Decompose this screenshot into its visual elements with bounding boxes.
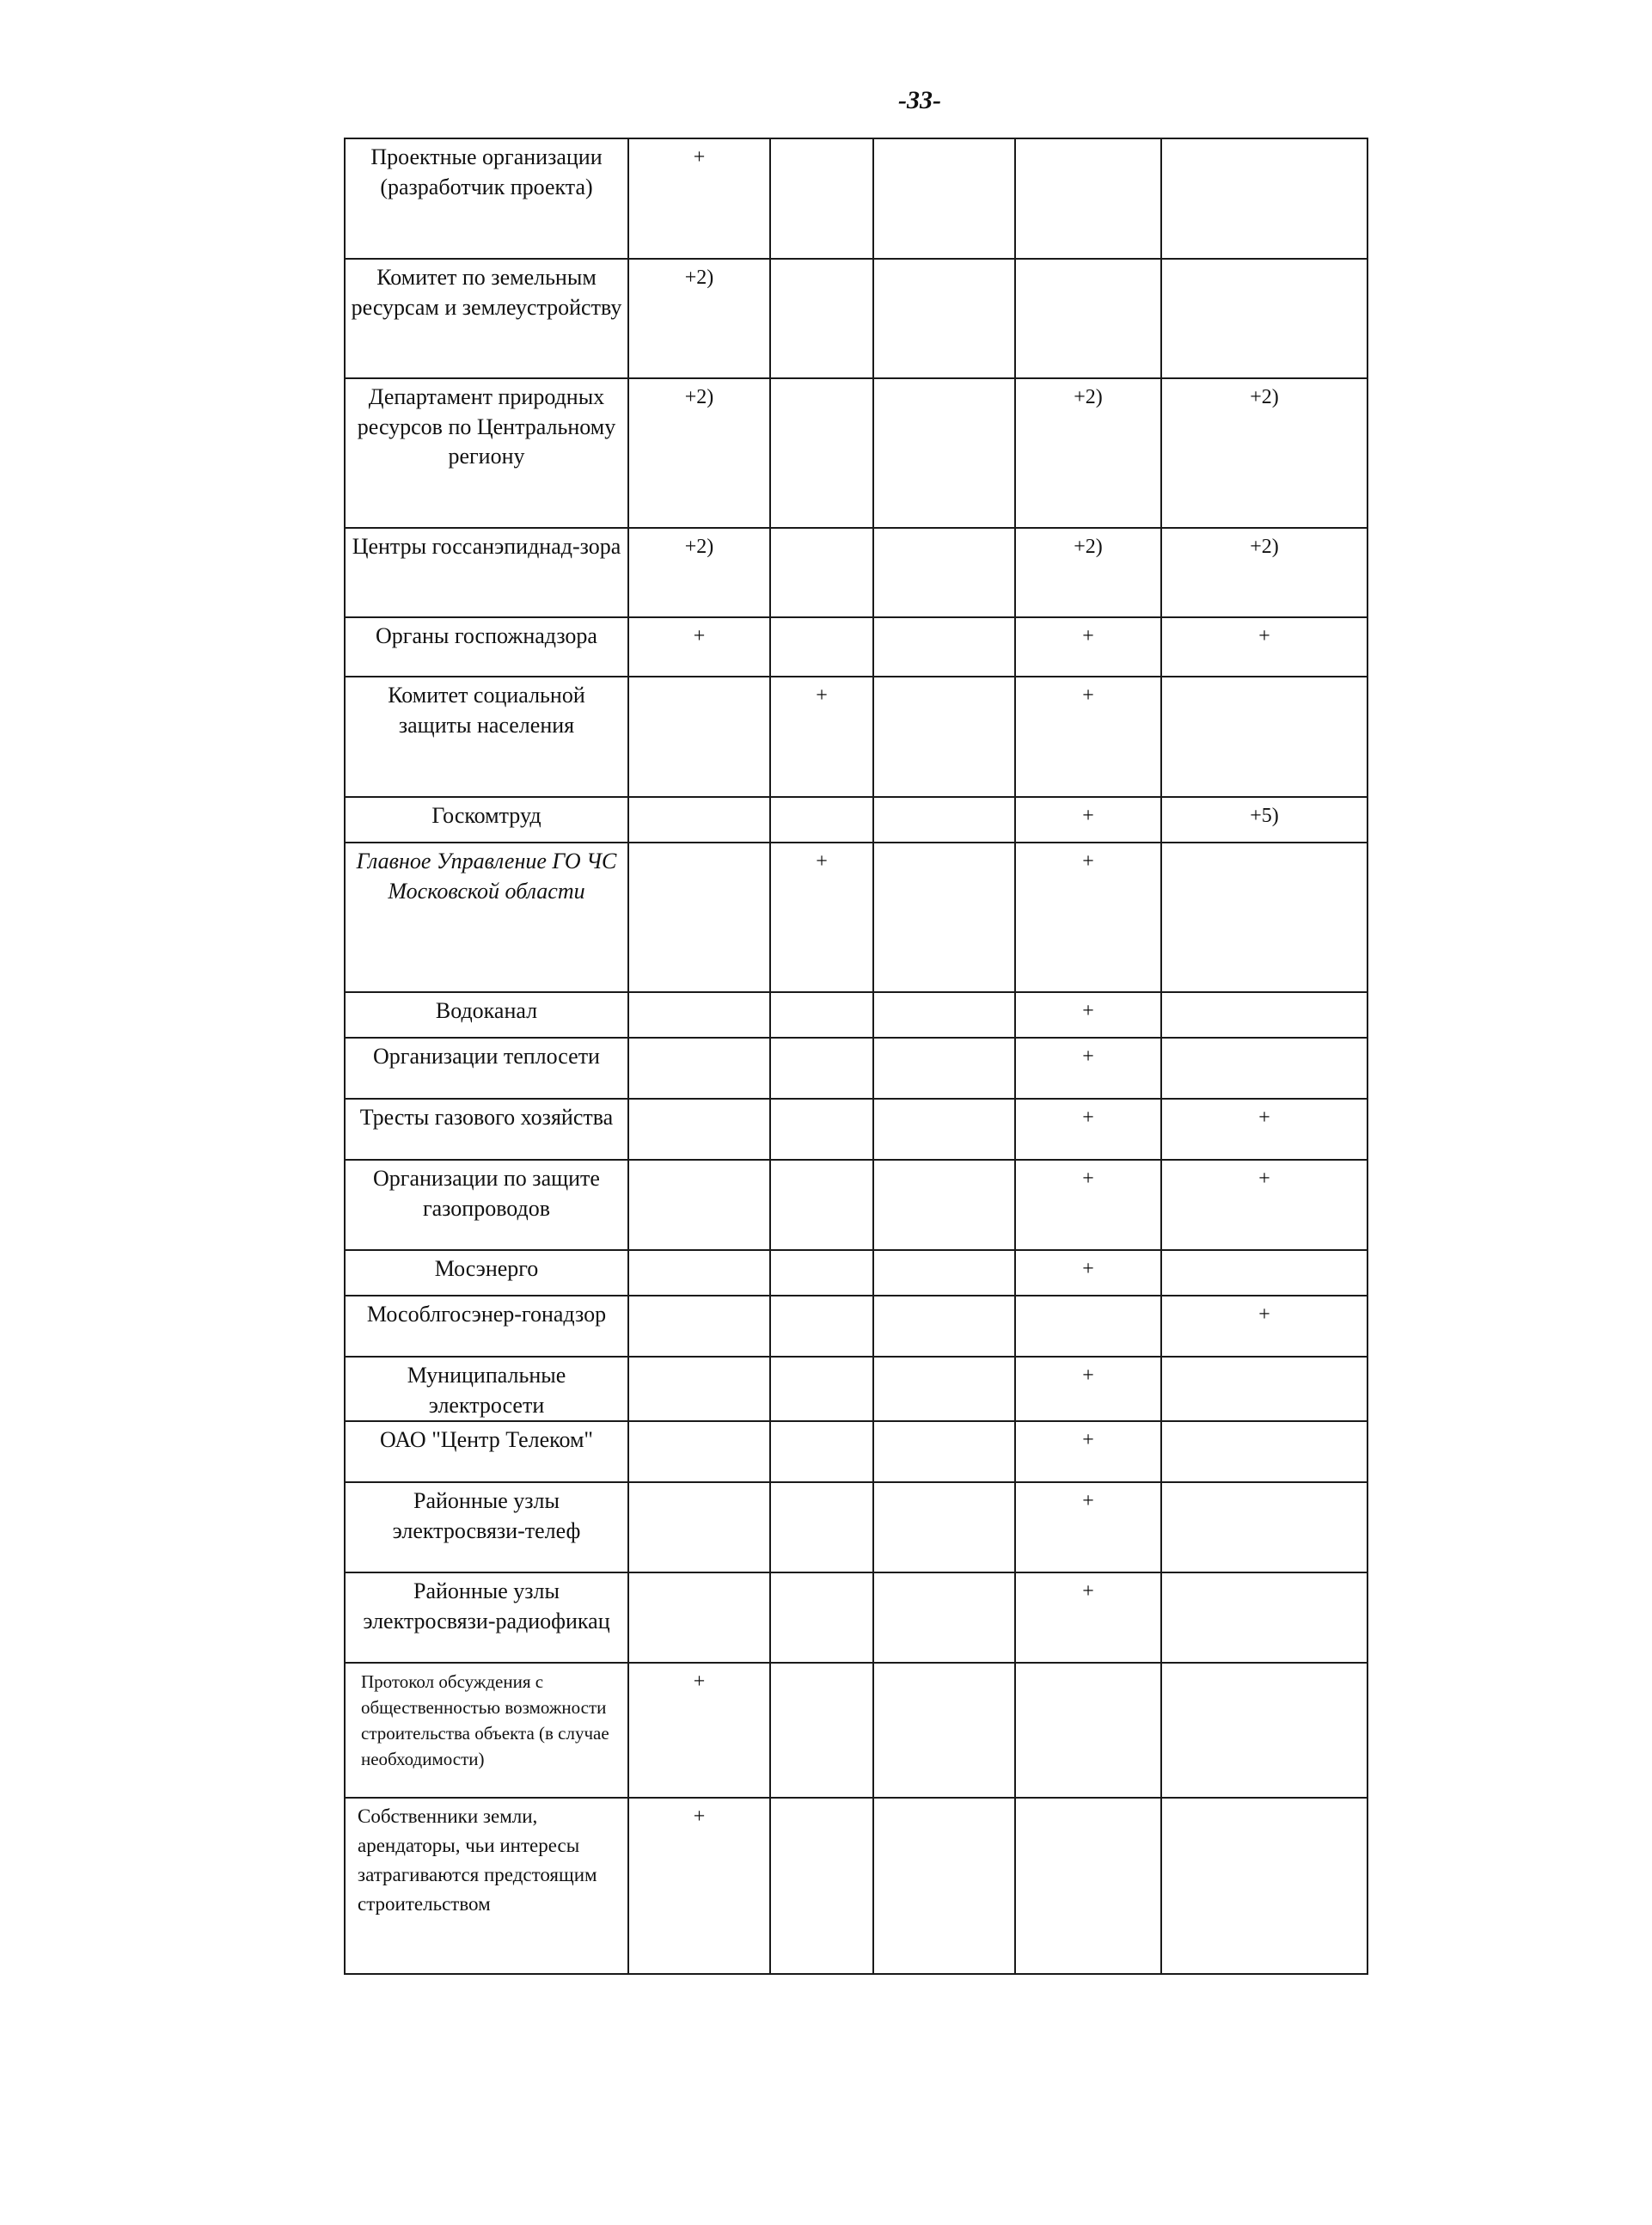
mark-cell: +2) [1161,528,1367,617]
mark-cell [1015,138,1161,259]
mark-cell [1161,1250,1367,1296]
mark-cell [873,1421,1015,1482]
mark-cell [873,797,1015,843]
table-row [345,843,1367,992]
mark-cell: + [1161,1160,1367,1250]
mark-cell [1161,1038,1367,1099]
org-name-cell: Органы госпожнадзора [345,617,628,677]
mark-cell: + [628,1663,770,1798]
mark-cell: +2) [1015,378,1161,528]
mark-cell [770,617,873,677]
page-number: -33- [898,86,941,114]
org-name-cell: Комитет социальной защиты населения [345,677,628,797]
mark-cell: + [1161,1099,1367,1160]
mark-cell [1015,1798,1161,1974]
mark-cell [873,1160,1015,1250]
mark-cell [1015,1296,1161,1357]
mark-cell [628,843,770,992]
org-name-cell: Центры госсанэпиднад-зора [345,528,628,617]
mark-cell [770,797,873,843]
table-row [345,1663,1367,1798]
org-name-cell: Районные узлы электросвязи-телеф [345,1482,628,1572]
mark-cell [1161,1357,1367,1421]
mark-cell [628,1099,770,1160]
org-name-cell [345,843,628,992]
mark-cell: + [1015,1482,1161,1572]
mark-cell: +2) [1161,378,1367,528]
table-row [345,138,1367,259]
mark-cell [873,1296,1015,1357]
mark-cell [873,378,1015,528]
mark-cell [770,1038,873,1099]
org-name-cell: Главное Управление ГО ЧС Московской области [356,849,617,904]
mark-cell [770,528,873,617]
mark-cell [770,259,873,378]
mark-cell [770,1357,873,1421]
table-row [345,259,1367,378]
mark-cell [628,1250,770,1296]
org-name-cell: Районные узлы электросвязи-радиофикац [345,1572,628,1663]
org-name-cell: Департамент природных ресурсов по Центральному региону [345,378,628,528]
mark-cell: + [1161,1296,1367,1357]
table-row [345,617,1367,677]
mark-cell: + [628,617,770,677]
mark-cell: + [770,843,873,992]
mark-cell [628,1160,770,1250]
table-row [345,378,1367,528]
mark-cell [1161,1798,1367,1974]
mark-cell [1161,843,1367,992]
mark-cell [628,1357,770,1421]
org-name-cell: ОАО "Центр Телеком" [345,1421,628,1482]
table-row [345,1482,1367,1572]
table-row [345,1038,1367,1099]
table-row [345,1099,1367,1160]
table-row [345,797,1367,843]
mark-cell: +2) [628,259,770,378]
mark-cell [873,1099,1015,1160]
mark-cell [770,1798,873,1974]
mark-cell [873,259,1015,378]
mark-cell [770,1296,873,1357]
mark-cell [873,1663,1015,1798]
mark-cell [1161,1572,1367,1663]
mark-cell: + [1015,797,1161,843]
mark-cell [1161,992,1367,1038]
org-name-cell: Мособлгосэнер-гонадзор [345,1296,628,1357]
mark-cell [873,677,1015,797]
mark-cell [770,1160,873,1250]
mark-cell: + [628,1798,770,1974]
mark-cell [628,1421,770,1482]
mark-cell: + [1015,1421,1161,1482]
mark-cell [770,992,873,1038]
mark-cell [1161,1663,1367,1798]
mark-cell [628,797,770,843]
mark-cell: + [770,677,873,797]
mark-cell: + [1015,1160,1161,1250]
mark-cell [1161,259,1367,378]
org-name-cell: Организации по защите газопроводов [345,1160,628,1250]
mark-cell: +2) [1015,528,1161,617]
approvals-table [344,138,1368,1975]
mark-cell [628,677,770,797]
mark-cell [1015,259,1161,378]
mark-cell [628,1038,770,1099]
mark-cell: + [1015,992,1161,1038]
mark-cell: +5) [1161,797,1367,843]
mark-cell: + [1015,1250,1161,1296]
mark-cell: + [1015,1099,1161,1160]
table-row [345,677,1367,797]
mark-cell [770,1421,873,1482]
mark-cell [873,1250,1015,1296]
mark-cell [628,1482,770,1572]
mark-cell: + [1161,617,1367,677]
table-row [345,528,1367,617]
mark-cell [770,138,873,259]
org-name-cell: Муниципальные электросети [345,1357,628,1421]
mark-cell [873,138,1015,259]
org-name-cell: Протокол обсуждения с общественностью возможности строительства объекта (в случае необходимости) [345,1663,628,1798]
table-row [345,1421,1367,1482]
mark-cell: +2) [628,378,770,528]
table-row [345,1798,1367,1974]
mark-cell [770,1663,873,1798]
mark-cell [770,1250,873,1296]
mark-cell [770,1099,873,1160]
mark-cell [873,528,1015,617]
org-name-cell: Водоканал [345,992,628,1038]
mark-cell [1015,1663,1161,1798]
mark-cell [873,1482,1015,1572]
mark-cell [873,617,1015,677]
mark-cell [873,1572,1015,1663]
org-name-cell: Организации теплосети [345,1038,628,1099]
mark-cell: + [1015,843,1161,992]
org-name-cell: Проектные организации (разработчик проекта) [345,138,628,259]
mark-cell [873,1798,1015,1974]
mark-cell [873,843,1015,992]
org-name-cell: Госкомтруд [345,797,628,843]
mark-cell [770,1572,873,1663]
mark-cell [770,378,873,528]
table-row [345,1296,1367,1357]
mark-cell: + [628,138,770,259]
table-row [345,1160,1367,1250]
table-row [345,992,1367,1038]
mark-cell: +2) [628,528,770,617]
mark-cell [873,1038,1015,1099]
mark-cell [628,992,770,1038]
table-row [345,1250,1367,1296]
org-name-cell: Комитет по земельным ресурсам и землеустройству [345,259,628,378]
table-row [345,1357,1367,1421]
org-name-cell: Тресты газового хозяйства [345,1099,628,1160]
mark-cell [1161,1482,1367,1572]
org-name-cell: Мосэнерго [345,1250,628,1296]
mark-cell [1161,677,1367,797]
mark-cell: + [1015,1038,1161,1099]
mark-cell [628,1296,770,1357]
mark-cell [770,1482,873,1572]
mark-cell [873,1357,1015,1421]
mark-cell: + [1015,1572,1161,1663]
mark-cell [1161,1421,1367,1482]
org-name-cell: Собственники земли, арендаторы, чьи интересы затрагиваются предстоящим строительством [345,1798,628,1974]
mark-cell: + [1015,677,1161,797]
table-row [345,1572,1367,1663]
mark-cell [1161,138,1367,259]
mark-cell: + [1015,1357,1161,1421]
mark-cell: + [1015,617,1161,677]
mark-cell [873,992,1015,1038]
mark-cell [628,1572,770,1663]
